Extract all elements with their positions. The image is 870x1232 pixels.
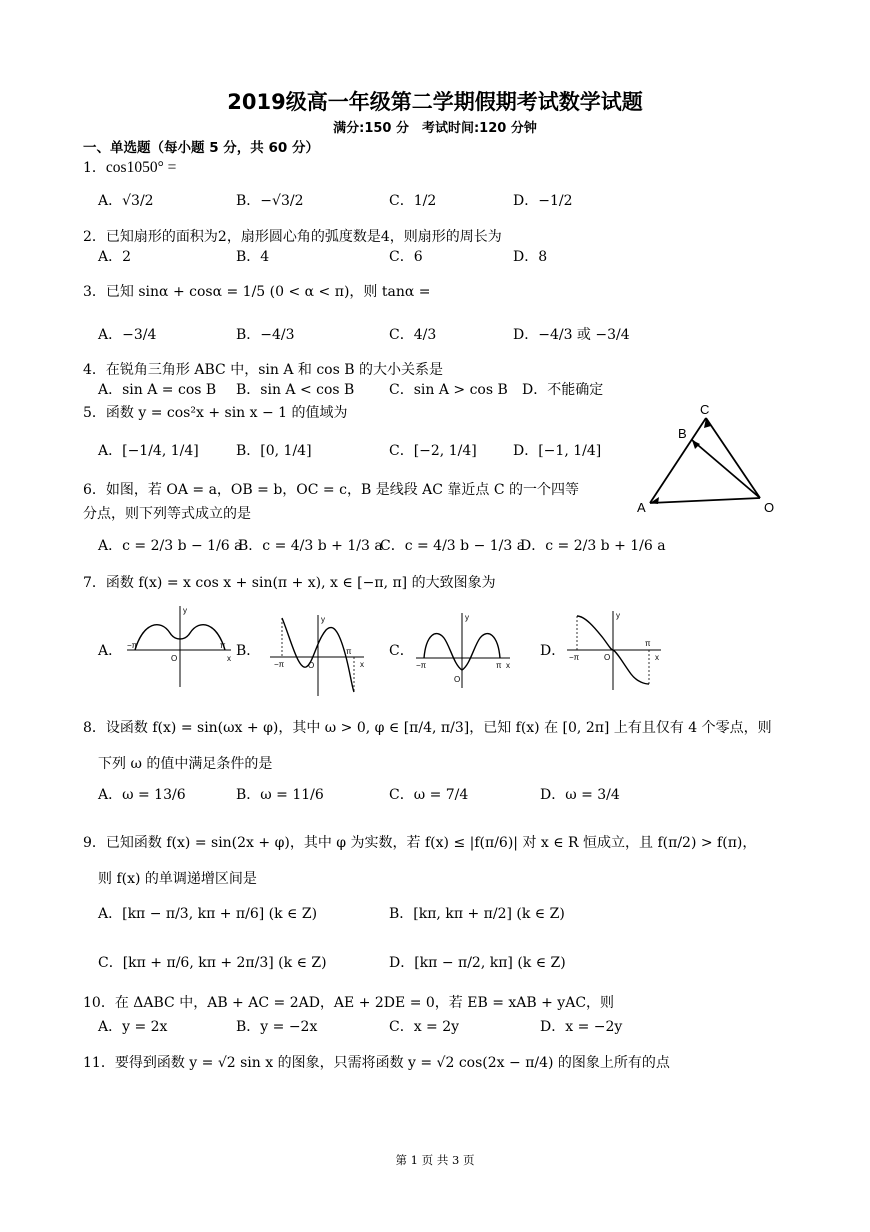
q6-option-c: C．c = 4/3 b − 1/3 a xyxy=(380,538,526,554)
vector-oa xyxy=(650,498,760,503)
q6-option-a: A．c = 2/3 b − 1/6 a xyxy=(98,538,243,554)
question-9: 9．已知函数 f(x) = sin(2x + φ)，其中 φ 为实数，若 f(x) ≤ |f(π/6)| 对 x ∈ R 恒成立，且 f(π/2) > f(π)， xyxy=(83,835,757,851)
q1-option-c: C．1/2 xyxy=(389,193,437,209)
q4-option-a: A．sin A = cos B xyxy=(98,382,217,398)
q4-option-c: C．sin A > cos B xyxy=(389,382,508,398)
q9-option-d: D．[kπ − π/2, kπ] (k ∈ Z) xyxy=(389,955,566,971)
q7-option-a: A． xyxy=(98,643,123,659)
page-title: 2019级高一年级第二学期假期考试数学试题 xyxy=(227,90,643,114)
question-8: 8．设函数 f(x) = sin(ωx + φ)，其中 ω > 0, φ ∈ [π/4, π/3]，已知 f(x) 在 [0, 2π] 上有且仅有 4 个零点，则 xyxy=(83,720,772,736)
label-b: B xyxy=(678,426,687,441)
q2-option-d: D．8 xyxy=(513,249,548,265)
q1-option-b: B．−√3/2 xyxy=(236,193,304,209)
q3-option-a: A．−3/4 xyxy=(98,327,157,343)
svg-text:O: O xyxy=(454,675,461,684)
q2-option-b: B．4 xyxy=(236,249,270,265)
q5-option-d: D．[−1, 1/4] xyxy=(513,443,602,459)
question-10: 10．在 ΔABC 中，AB + AC = 2AD，AE + 2DE = 0，若 EB = xAB + yAC，则 xyxy=(83,995,615,1011)
svg-text:y: y xyxy=(465,613,469,622)
q9-option-c: C．[kπ + π/6, kπ + 2π/3] (k ∈ Z) xyxy=(98,955,327,971)
svg-text:−π: −π xyxy=(416,661,427,670)
q10-option-c: C．x = 2y xyxy=(389,1019,460,1035)
q2-option-c: C．6 xyxy=(389,249,423,265)
arrow-b xyxy=(692,440,700,449)
svg-text:O: O xyxy=(171,654,178,663)
question-3: 3．已知 sinα + cosα = 1/5 (0 < α < π)，则 tanα = xyxy=(83,284,431,300)
question-9-line2: 则 f(x) 的单调递增区间是 xyxy=(98,871,257,887)
svg-text:−π: −π xyxy=(569,653,580,662)
svg-text:π: π xyxy=(645,639,651,648)
svg-text:O: O xyxy=(604,653,611,662)
svg-text:x: x xyxy=(360,660,364,669)
q7-graph-d xyxy=(565,608,665,693)
svg-text:y: y xyxy=(321,615,325,624)
question-6-line2: 分点，则下列等式成立的是 xyxy=(83,506,251,522)
triangle-figure xyxy=(637,400,785,520)
q8-option-a: A．ω = 13/6 xyxy=(98,787,186,803)
question-5: 5．函数 y = cos²x + sin x − 1 的值域为 xyxy=(83,405,348,421)
svg-text:π: π xyxy=(496,661,502,670)
q9-option-a: A．[kπ − π/3, kπ + π/6] (k ∈ Z) xyxy=(98,906,318,922)
svg-text:−π: −π xyxy=(127,641,138,650)
q3-option-c: C．4/3 xyxy=(389,327,437,343)
q1-option-a: A．√3/2 xyxy=(98,193,154,209)
section-title: 一、单选题（每小题 5 分，共 60 分） xyxy=(83,140,319,156)
q3-option-b: B．−4/3 xyxy=(236,327,295,343)
label-a: A xyxy=(637,500,646,515)
q8-option-c: C．ω = 7/4 xyxy=(389,787,469,803)
q7-option-b: B． xyxy=(236,643,261,659)
q8-option-b: B．ω = 11/6 xyxy=(236,787,324,803)
q5-option-b: B．[0, 1/4] xyxy=(236,443,312,459)
svg-text:π: π xyxy=(220,641,226,650)
label-o: O xyxy=(764,500,775,515)
question-7: 7．函数 f(x) = x cos x + sin(π + x), x ∈ [−π, π] 的大致图象为 xyxy=(83,575,496,591)
svg-text:y: y xyxy=(616,611,620,620)
q8-option-d: D．ω = 3/4 xyxy=(540,787,620,803)
svg-text:O: O xyxy=(308,661,315,670)
question-2: 2．已知扇形的面积为2，扇形圆心角的弧度数是4，则扇形的周长为 xyxy=(83,229,502,245)
exam-info: 满分:150 分 考试时间:120 分钟 xyxy=(333,121,537,136)
q10-option-a: A．y = 2x xyxy=(98,1019,168,1035)
question-6: 6．如图，若 OA = a，OB = b，OC = c，B 是线段 AC 靠近点 C 的一个四等 xyxy=(83,482,580,498)
q5-option-c: C．[−2, 1/4] xyxy=(389,443,477,459)
q7-option-d: D． xyxy=(540,643,566,659)
q7-option-c: C． xyxy=(389,643,414,659)
q1-option-d: D．−1/2 xyxy=(513,193,573,209)
q6-option-d: D．c = 2/3 b + 1/6 a xyxy=(520,538,666,554)
question-8-line2: 下列 ω 的值中满足条件的是 xyxy=(98,756,273,772)
q2-option-a: A．2 xyxy=(98,249,132,265)
svg-text:x: x xyxy=(655,653,659,662)
question-1: 1．cos1050° = xyxy=(83,159,177,176)
q3-option-d: D．−4/3 或 −3/4 xyxy=(513,327,630,343)
svg-text:x: x xyxy=(227,654,231,663)
q7-graph-a xyxy=(125,603,235,688)
question-4: 4．在锐角三角形 ABC 中，sin A 和 cos B 的大小关系是 xyxy=(83,362,443,378)
q4-option-d: D．不能确定 xyxy=(522,382,604,398)
q4-option-b: B．sin A < cos B xyxy=(236,382,355,398)
q10-option-d: D．x = −2y xyxy=(540,1019,623,1035)
svg-text:y: y xyxy=(183,606,187,615)
q6-option-b: B．c = 4/3 b + 1/3 a xyxy=(238,538,383,554)
q5-option-a: A．[−1/4, 1/4] xyxy=(98,443,199,459)
question-11: 11．要得到函数 y = √2 sin x 的图象，只需将函数 y = √2 cos(2x − π/4) 的图象上所有的点 xyxy=(83,1055,670,1071)
q9-option-b: B．[kπ, kπ + π/2] (k ∈ Z) xyxy=(389,906,565,922)
label-c: C xyxy=(700,402,710,417)
svg-text:x: x xyxy=(506,661,510,670)
svg-text:π: π xyxy=(346,647,352,656)
svg-text:−π: −π xyxy=(274,660,285,669)
q10-option-b: B．y = −2x xyxy=(236,1019,318,1035)
q7-graph-b xyxy=(268,612,368,697)
page-footer: 第 1 页 共 3 页 xyxy=(395,1153,475,1167)
q7-graph-c xyxy=(414,610,514,690)
